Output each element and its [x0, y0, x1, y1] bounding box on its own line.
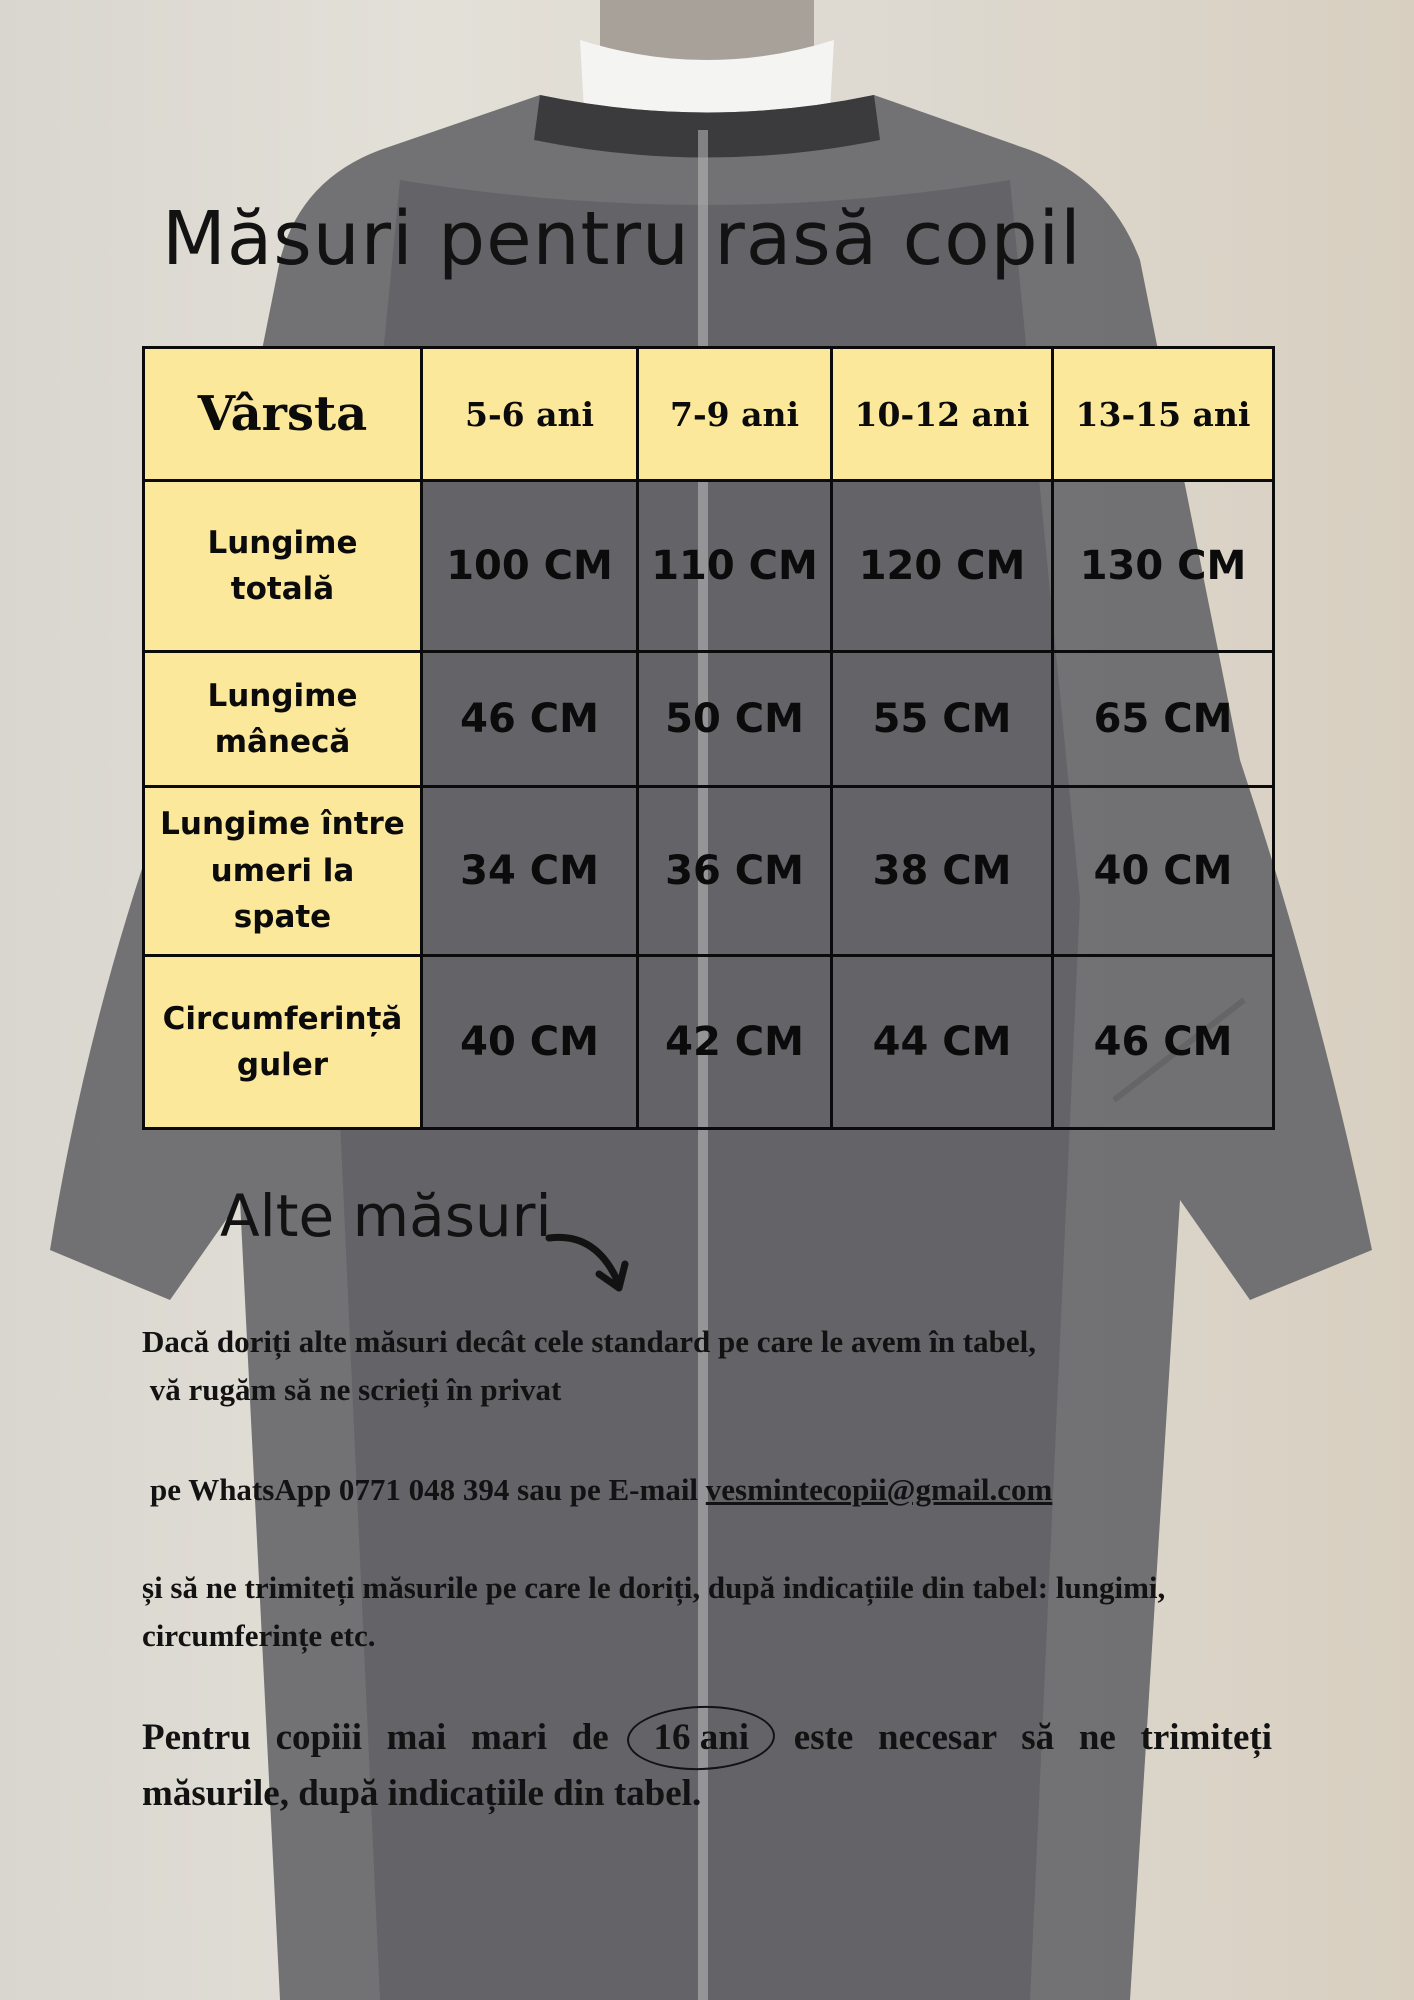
curved-arrow-icon: [545, 1228, 635, 1298]
row-label-shoulder-width: [144, 787, 422, 956]
table-cell: 46 CM: [1053, 956, 1274, 1129]
closing-line: [142, 1710, 1272, 1766]
table-cell: 44 CM: [832, 956, 1053, 1129]
row-label-line: Circumferință: [162, 1000, 403, 1037]
note-line: vă rugăm să ne scrieți în privat: [142, 1372, 562, 1407]
table-cell: 34 CM: [422, 787, 638, 956]
size-chart-table: [142, 346, 1275, 1130]
row-label-line: guler: [236, 1047, 329, 1083]
age-column-header: 7-9 ani: [638, 348, 832, 481]
table-cell: 42 CM: [638, 956, 832, 1129]
table-cell: 110 CM: [638, 481, 832, 652]
table-row: [144, 652, 1274, 787]
closing-text: este necesar să ne trimiteți: [793, 1717, 1273, 1758]
contact-paragraph: [142, 1466, 1280, 1514]
email-link[interactable]: vesmintecopii@gmail.com: [705, 1472, 1053, 1507]
table-header-row: [144, 348, 1274, 481]
note-line: și să ne trimiteți măsurile pe care le doriți, după indicațiile din tabel: lungimi,: [142, 1570, 1166, 1605]
table-cell: 40 CM: [1053, 787, 1274, 956]
note-line: Dacă doriți alte măsuri decât cele standard pe care le avem în tabel,: [142, 1324, 1036, 1359]
age-16-highlight: 16 ani: [633, 1710, 769, 1766]
table-cell: 50 CM: [638, 652, 832, 787]
send-measurements-paragraph: [142, 1564, 1272, 1660]
table-cell: 38 CM: [832, 787, 1053, 956]
closing-line: măsurile, după indicațiile din tabel.: [142, 1773, 702, 1814]
row-label-line: Lungime între: [160, 806, 405, 843]
note-line: circumferințe etc.: [142, 1618, 376, 1653]
table-cell: 100 CM: [422, 481, 638, 652]
row-label-total-length: [144, 481, 422, 652]
age-column-header: 13-15 ani: [1053, 348, 1274, 481]
table-cell: 36 CM: [638, 787, 832, 956]
custom-measurements-paragraph: [142, 1318, 1272, 1414]
contact-text: pe WhatsApp 0771 048 394 sau pe E-mail: [150, 1472, 706, 1507]
table-cell: 46 CM: [422, 652, 638, 787]
row-label-line: Lungime totală: [207, 524, 358, 607]
table-cell: 130 CM: [1053, 481, 1274, 652]
row-label-collar-circumference: [144, 956, 422, 1129]
page-title: Măsuri pentru rasă copil: [162, 196, 1082, 282]
older-children-paragraph: [142, 1710, 1272, 1822]
table-cell: 40 CM: [422, 956, 638, 1129]
closing-text: Pentru copiii mai mari de: [142, 1717, 609, 1758]
row-label-line: umeri la spate: [210, 852, 355, 936]
table-row: [144, 787, 1274, 956]
table-cell: 120 CM: [832, 481, 1053, 652]
row-label-line: Lungime mânecă: [207, 677, 358, 760]
table-cell: 65 CM: [1053, 652, 1274, 787]
age-column-header: 10-12 ani: [832, 348, 1053, 481]
age-header-label: Vârsta: [144, 348, 422, 481]
age-column-header: 5-6 ani: [422, 348, 638, 481]
other-measurements-heading: Alte măsuri: [220, 1182, 552, 1250]
table-row: [144, 956, 1274, 1129]
table-cell: 55 CM: [832, 652, 1053, 787]
row-label-sleeve-length: [144, 652, 422, 787]
table-row: [144, 481, 1274, 652]
